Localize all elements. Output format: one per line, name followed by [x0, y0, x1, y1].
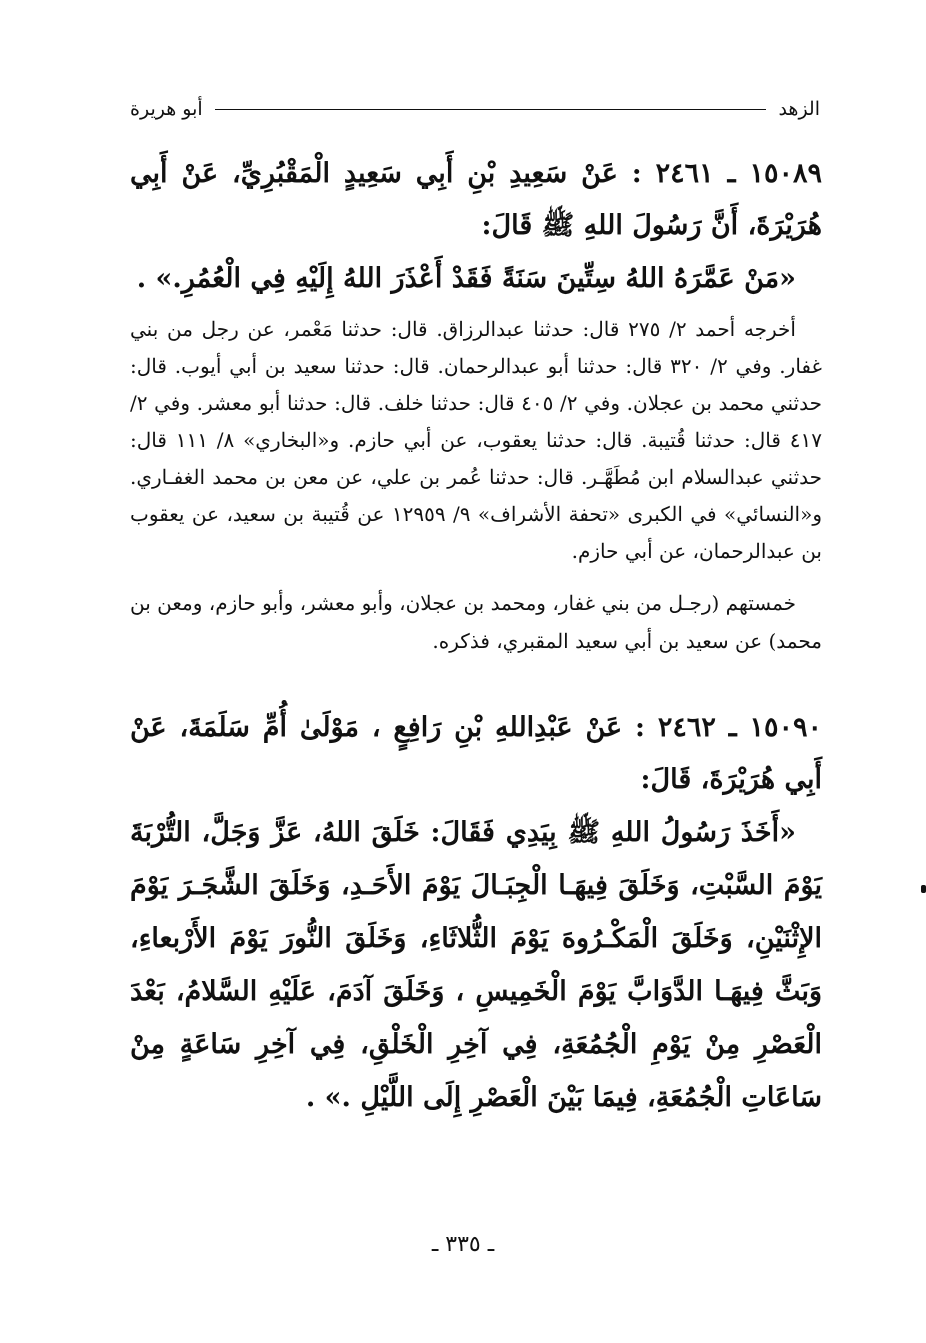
hadith-1-takhrij: أخرجه أحمد ٢/ ٢٧٥ قال: حدثنا عبدالرزاق. قال: حدثنا مَعْمر، عن رجل من بني غفار. وفي ٢/ ٣٢٠ قال: حدثنا أبو عبدالرحمان. قال: حدثنا سعيد بن أبي أيوب. قال: حدثني محمد بن عجلان. وفي ٢/ ٤٠٥ قال: حدثنا خلف. قال: حدثنا أبو معشر. وفي ٢/ ٤١٧ قال: حدثنا قُتيبة. قال: حدثنا يعقوب، عن أبي حازم. و«البخاري» ٨/ ١١١ قال: حدثني عبدالسلام ابن مُطَهَّـر. قال: حدثنا عُمر بن علي، عن معن بن محمد الغفـاري. و«النسائي» في الكبرى «تحفة الأشراف» ٩/ ١٢٩٥٩ عن قُتيبة بن سعيد، عن يعقوب بن عبدالرحمان، عن أبي حازم. [130, 317, 822, 563]
header-chapter-title: الزهد [778, 98, 820, 120]
hadith-1-isnad: ١٥٠٨٩ ـ ٢٤٦١ : عَنْ سَعِيدِ بْنِ أَبِي سَعِيدٍ الْمَقْبُرِيِّ، عَنْ أَبِي هُرَيْرَةَ، أَنَّ رَسُولَ اللهِ ﷺ قَالَ: [130, 158, 822, 241]
page-number: ـ ٣٣٥ ـ [431, 1232, 495, 1257]
hadith-1-matn: «مَنْ عَمَّرَهُ اللهُ سِتِّينَ سَنَةً فَقَدْ أَعْذَرَ اللهُ إِلَيْهِ فِي الْعُمُرِ.» . [136, 263, 796, 294]
hadith-2-isnad: ١٥٠٩٠ ـ ٢٤٦٢ : عَنْ عَبْدِاللهِ بْنِ رَافِعٍ ، مَوْلَىٰ أُمِّ سَلَمَةَ، عَنْ أَبِي هُرَيْرَةَ، قَالَ: [130, 712, 822, 795]
page-body [130, 148, 822, 1124]
header-narrator-title: أبو هريرة [130, 98, 203, 120]
section-gap [130, 660, 822, 702]
hadith-1-summary: خمستهم (رجـل من بني غفار، ومحمد بن عجلان، وأبو معشر، وأبو حازم، ومعن بن محمد) عن سعيد بن أبي سعيد المقبري، فذكره. [130, 591, 822, 653]
running-header [130, 94, 820, 124]
header-rule [215, 109, 767, 110]
hadith-2-matn: «أَخَذَ رَسُولُ اللهِ ﷺ بِيَدِي فَقَالَ: خَلَقَ اللهُ، عَزَّ وَجَلَّ، التُّرْبَةَ يَوْمَ السَّبْتِ، وَخَلَقَ فِيهَـا الْجِبَـالَ يَوْمَ الأَحَـدِ، وَخَلَقَ الشَّجَـرَ يَوْمَ الإِثْنَيْنِ، وَخَلَقَ الْمَكْـرُوهَ يَوْمَ الثُّلاثَاءِ، وَخَلَقَ النُّورَ يَوْمَ الأَرْبعاءِ، وَبَثَّ فِيهَـا الدَّوَابَّ يَوْمَ الْخَمِيسِ ، وَخَلَقَ آدَمَ، عَلَيْهِ السَّلامُ، بَعْدَ الْعَصْرِ مِنْ يَوْمِ الْجُمُعَةِ، فِي آخِرِ الْخَلْقِ، فِي آخِرِ سَاعَةٍ مِنْ سَاعَاتِ الْجُمُعَةِ، فِيمَا بَيْنَ الْعَصْرِ إِلَى اللَّيْلِ .» . [130, 817, 822, 1113]
margin-mark [921, 885, 926, 893]
